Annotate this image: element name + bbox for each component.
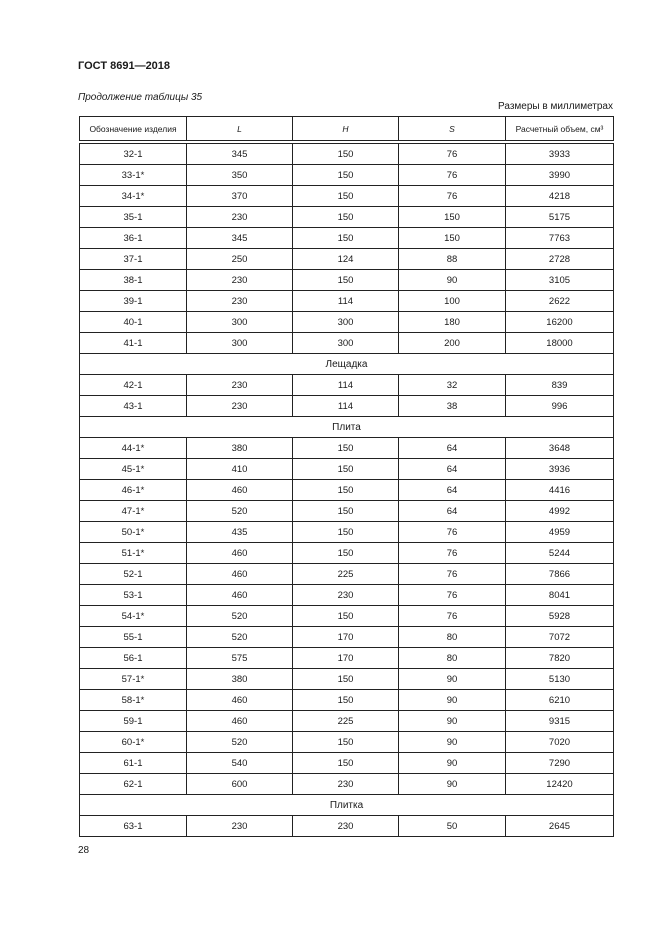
cell-thickness: 90 <box>399 711 506 732</box>
table-row <box>80 522 614 543</box>
table-row <box>80 543 614 564</box>
cell-designation: 39-1 <box>80 291 187 312</box>
column-header-height: H <box>293 117 399 141</box>
cell-height: 150 <box>293 228 399 249</box>
table-row <box>80 186 614 207</box>
cell-length: 300 <box>187 312 293 333</box>
cell-volume: 3936 <box>506 459 614 480</box>
section-title: Плита <box>80 417 614 438</box>
cell-height: 150 <box>293 543 399 564</box>
cell-volume: 3933 <box>506 144 614 165</box>
table-row <box>80 732 614 753</box>
cell-length: 460 <box>187 690 293 711</box>
cell-thickness: 76 <box>399 543 506 564</box>
cell-thickness: 90 <box>399 669 506 690</box>
cell-height: 225 <box>293 564 399 585</box>
table-row <box>80 480 614 501</box>
cell-height: 124 <box>293 249 399 270</box>
cell-length: 230 <box>187 375 293 396</box>
cell-volume: 7763 <box>506 228 614 249</box>
table-row <box>80 753 614 774</box>
cell-designation: 52-1 <box>80 564 187 585</box>
cell-volume: 7820 <box>506 648 614 669</box>
table-row <box>80 375 614 396</box>
table-row <box>80 648 614 669</box>
table-row <box>80 144 614 165</box>
cell-volume: 7020 <box>506 732 614 753</box>
cell-length: 460 <box>187 711 293 732</box>
cell-volume: 5130 <box>506 669 614 690</box>
table-row <box>80 774 614 795</box>
cell-volume: 4218 <box>506 186 614 207</box>
cell-length: 460 <box>187 480 293 501</box>
cell-volume: 3648 <box>506 438 614 459</box>
cell-designation: 32-1 <box>80 144 187 165</box>
table-continuation-caption: Продолжение таблицы 35 <box>78 92 203 103</box>
cell-length: 345 <box>187 228 293 249</box>
cell-designation: 63-1 <box>80 816 187 837</box>
cell-length: 520 <box>187 501 293 522</box>
cell-height: 150 <box>293 207 399 228</box>
table-row <box>80 291 614 312</box>
cell-length: 300 <box>187 333 293 354</box>
table-row <box>80 249 614 270</box>
cell-volume: 7290 <box>506 753 614 774</box>
cell-designation: 38-1 <box>80 270 187 291</box>
cell-thickness: 200 <box>399 333 506 354</box>
cell-thickness: 150 <box>399 207 506 228</box>
cell-volume: 8041 <box>506 585 614 606</box>
cell-designation: 56-1 <box>80 648 187 669</box>
cell-thickness: 88 <box>399 249 506 270</box>
table-row <box>80 690 614 711</box>
cell-length: 350 <box>187 165 293 186</box>
cell-designation: 47-1* <box>80 501 187 522</box>
cell-thickness: 150 <box>399 228 506 249</box>
cell-thickness: 76 <box>399 144 506 165</box>
cell-thickness: 90 <box>399 753 506 774</box>
table-row <box>80 627 614 648</box>
cell-thickness: 76 <box>399 186 506 207</box>
cell-thickness: 76 <box>399 585 506 606</box>
cell-thickness: 32 <box>399 375 506 396</box>
cell-volume: 839 <box>506 375 614 396</box>
cell-volume: 5244 <box>506 543 614 564</box>
cell-volume: 12420 <box>506 774 614 795</box>
cell-designation: 54-1* <box>80 606 187 627</box>
cell-designation: 44-1* <box>80 438 187 459</box>
cell-thickness: 64 <box>399 438 506 459</box>
table-row <box>80 585 614 606</box>
cell-height: 230 <box>293 585 399 606</box>
cell-designation: 59-1 <box>80 711 187 732</box>
cell-designation: 34-1* <box>80 186 187 207</box>
table-row <box>80 606 614 627</box>
cell-height: 150 <box>293 186 399 207</box>
table-header-row <box>80 117 614 141</box>
cell-height: 150 <box>293 438 399 459</box>
cell-length: 250 <box>187 249 293 270</box>
cell-length: 520 <box>187 732 293 753</box>
document-standard-title: ГОСТ 8691—2018 <box>78 60 171 72</box>
cell-thickness: 64 <box>399 459 506 480</box>
cell-thickness: 64 <box>399 501 506 522</box>
column-header-volume: Расчетный объем, см³ <box>506 117 614 141</box>
cell-volume: 996 <box>506 396 614 417</box>
table-row <box>80 312 614 333</box>
section-title: Лещадка <box>80 354 614 375</box>
cell-designation: 45-1* <box>80 459 187 480</box>
cell-thickness: 76 <box>399 606 506 627</box>
cell-length: 380 <box>187 438 293 459</box>
cell-designation: 55-1 <box>80 627 187 648</box>
cell-designation: 35-1 <box>80 207 187 228</box>
table-row <box>80 669 614 690</box>
cell-height: 150 <box>293 669 399 690</box>
cell-height: 114 <box>293 375 399 396</box>
cell-volume: 6210 <box>506 690 614 711</box>
cell-height: 150 <box>293 690 399 711</box>
cell-height: 150 <box>293 753 399 774</box>
table-row <box>80 564 614 585</box>
table-row <box>80 438 614 459</box>
cell-length: 520 <box>187 606 293 627</box>
cell-designation: 46-1* <box>80 480 187 501</box>
cell-length: 600 <box>187 774 293 795</box>
column-header-designation: Обозначение изделия <box>80 117 187 141</box>
cell-volume: 2645 <box>506 816 614 837</box>
cell-volume: 4416 <box>506 480 614 501</box>
cell-height: 150 <box>293 270 399 291</box>
cell-thickness: 180 <box>399 312 506 333</box>
cell-volume: 16200 <box>506 312 614 333</box>
cell-height: 170 <box>293 627 399 648</box>
table-section-row <box>80 417 614 438</box>
dimensions-table <box>79 116 614 837</box>
cell-designation: 61-1 <box>80 753 187 774</box>
cell-length: 540 <box>187 753 293 774</box>
cell-thickness: 76 <box>399 564 506 585</box>
cell-volume: 3105 <box>506 270 614 291</box>
table-body <box>80 144 614 837</box>
column-header-thickness: S <box>399 117 506 141</box>
cell-height: 150 <box>293 144 399 165</box>
cell-designation: 41-1 <box>80 333 187 354</box>
cell-length: 230 <box>187 816 293 837</box>
cell-length: 230 <box>187 270 293 291</box>
cell-volume: 7072 <box>506 627 614 648</box>
cell-height: 150 <box>293 165 399 186</box>
cell-height: 300 <box>293 312 399 333</box>
table-row <box>80 501 614 522</box>
column-header-length: L <box>187 117 293 141</box>
cell-length: 370 <box>187 186 293 207</box>
cell-thickness: 100 <box>399 291 506 312</box>
cell-volume: 7866 <box>506 564 614 585</box>
cell-designation: 51-1* <box>80 543 187 564</box>
table-row <box>80 711 614 732</box>
cell-length: 230 <box>187 207 293 228</box>
cell-volume: 2728 <box>506 249 614 270</box>
cell-length: 520 <box>187 627 293 648</box>
cell-designation: 58-1* <box>80 690 187 711</box>
cell-volume: 2622 <box>506 291 614 312</box>
cell-thickness: 76 <box>399 165 506 186</box>
table-row <box>80 165 614 186</box>
cell-thickness: 50 <box>399 816 506 837</box>
section-title: Плитка <box>80 795 614 816</box>
cell-designation: 33-1* <box>80 165 187 186</box>
cell-length: 230 <box>187 291 293 312</box>
cell-length: 345 <box>187 144 293 165</box>
cell-designation: 37-1 <box>80 249 187 270</box>
cell-length: 460 <box>187 585 293 606</box>
cell-designation: 62-1 <box>80 774 187 795</box>
cell-height: 150 <box>293 522 399 543</box>
cell-designation: 43-1 <box>80 396 187 417</box>
cell-height: 114 <box>293 291 399 312</box>
table-row <box>80 228 614 249</box>
cell-height: 230 <box>293 774 399 795</box>
page-number: 28 <box>78 845 90 856</box>
cell-height: 170 <box>293 648 399 669</box>
cell-height: 230 <box>293 816 399 837</box>
cell-volume: 5928 <box>506 606 614 627</box>
cell-thickness: 90 <box>399 270 506 291</box>
cell-height: 150 <box>293 732 399 753</box>
cell-length: 575 <box>187 648 293 669</box>
cell-designation: 40-1 <box>80 312 187 333</box>
cell-length: 460 <box>187 543 293 564</box>
cell-thickness: 90 <box>399 774 506 795</box>
table-row <box>80 270 614 291</box>
cell-height: 114 <box>293 396 399 417</box>
cell-length: 230 <box>187 396 293 417</box>
cell-thickness: 90 <box>399 732 506 753</box>
cell-thickness: 64 <box>399 480 506 501</box>
cell-length: 435 <box>187 522 293 543</box>
cell-volume: 5175 <box>506 207 614 228</box>
units-note: Размеры в миллиметрах <box>498 101 613 112</box>
cell-thickness: 76 <box>399 522 506 543</box>
cell-volume: 9315 <box>506 711 614 732</box>
cell-designation: 42-1 <box>80 375 187 396</box>
table-row <box>80 459 614 480</box>
cell-thickness: 90 <box>399 690 506 711</box>
cell-designation: 50-1* <box>80 522 187 543</box>
cell-volume: 3990 <box>506 165 614 186</box>
cell-length: 380 <box>187 669 293 690</box>
cell-thickness: 38 <box>399 396 506 417</box>
cell-length: 460 <box>187 564 293 585</box>
cell-thickness: 80 <box>399 648 506 669</box>
cell-height: 150 <box>293 606 399 627</box>
cell-thickness: 80 <box>399 627 506 648</box>
table-row <box>80 333 614 354</box>
table-section-row <box>80 354 614 375</box>
table-row <box>80 396 614 417</box>
table-section-row <box>80 795 614 816</box>
cell-designation: 36-1 <box>80 228 187 249</box>
cell-length: 410 <box>187 459 293 480</box>
cell-designation: 53-1 <box>80 585 187 606</box>
cell-height: 225 <box>293 711 399 732</box>
cell-height: 300 <box>293 333 399 354</box>
cell-volume: 18000 <box>506 333 614 354</box>
cell-designation: 60-1* <box>80 732 187 753</box>
table-row <box>80 207 614 228</box>
cell-volume: 4992 <box>506 501 614 522</box>
cell-height: 150 <box>293 501 399 522</box>
cell-designation: 57-1* <box>80 669 187 690</box>
cell-volume: 4959 <box>506 522 614 543</box>
table-row <box>80 816 614 837</box>
cell-height: 150 <box>293 459 399 480</box>
cell-height: 150 <box>293 480 399 501</box>
